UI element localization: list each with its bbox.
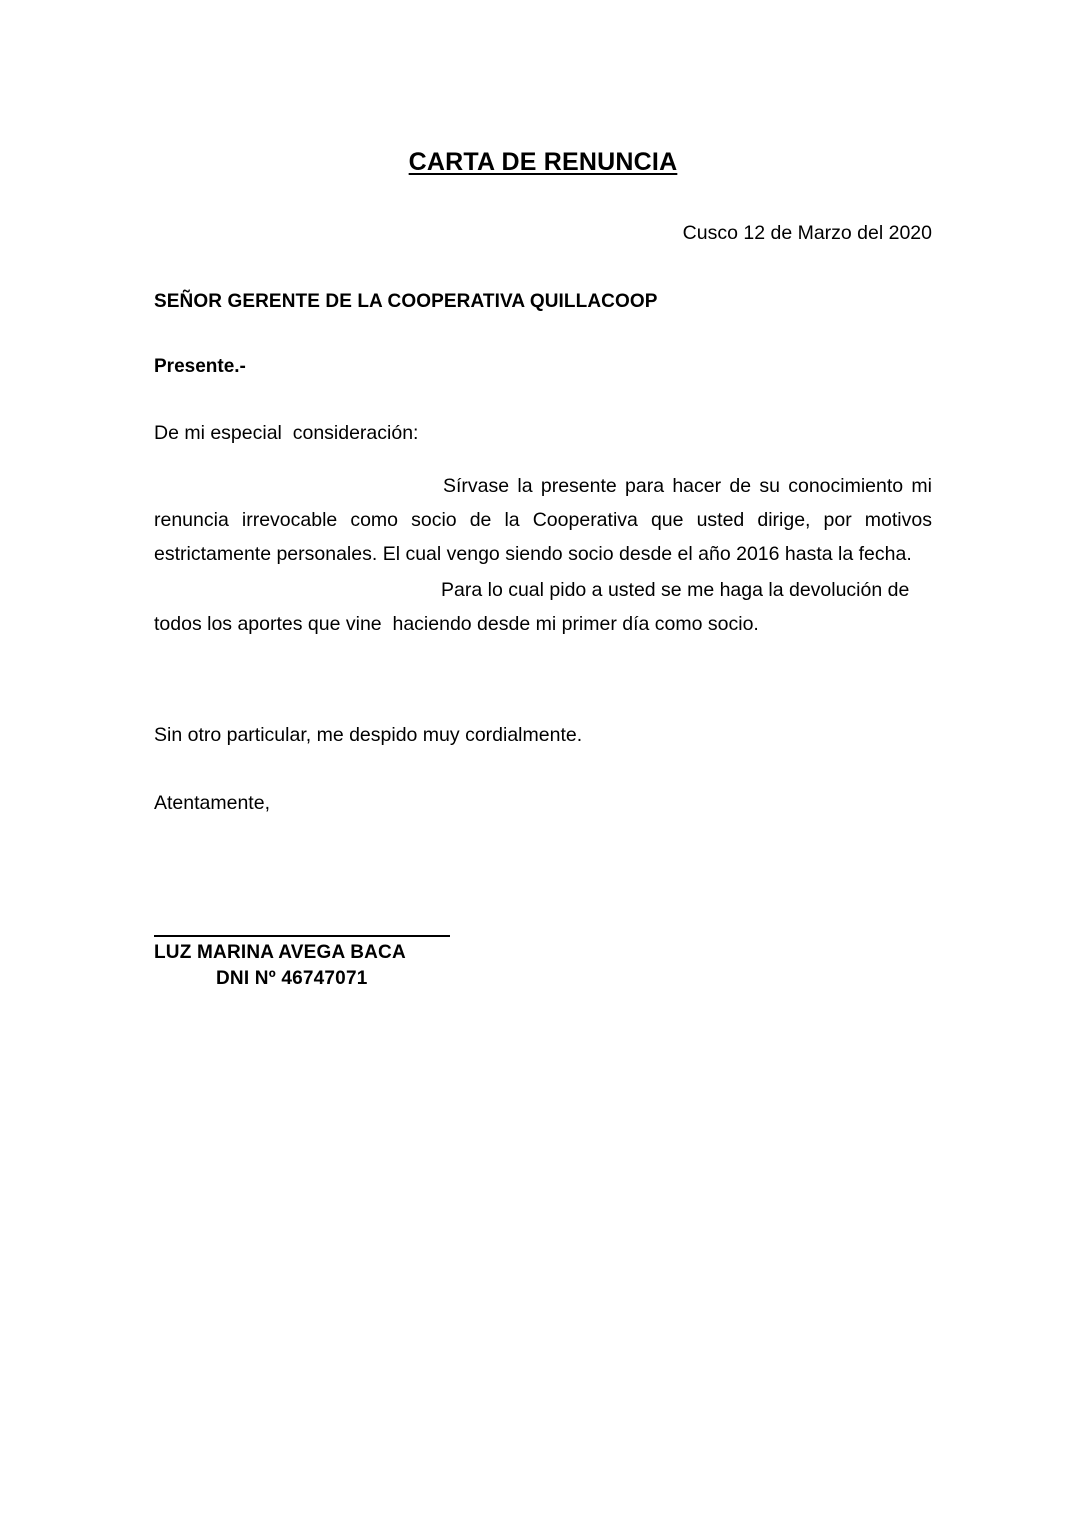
closing-line: Sin otro particular, me despido muy cordialmente. [154, 723, 583, 746]
body-paragraph-2: Para lo cual pido a usted se me haga la devolución de todos los aportes que vine haciendo desde mi primer día como socio. [154, 578, 915, 635]
signoff-line: Atentamente, [154, 792, 270, 815]
page-title-text: CARTA DE RENUNCIA [408, 148, 678, 176]
addressee-line: SEÑOR GERENTE DE LA COOPERATIVA QUILLACOOP [154, 291, 658, 313]
body-paragraph-1: Sírvase la presente para hacer de su conocimiento mi renuncia irrevocable como socio de la Cooperativa que usted dirige, por motivos estrictamente personales. El cual vengo siendo socio desde el año 2016 hasta la fecha. [154, 474, 938, 565]
document-body [154, 0, 938, 992]
date-line: Cusco 12 de Marzo del 2020 [682, 221, 932, 244]
page-title [154, 0, 932, 177]
signer-id-number: DNI Nº 46747071 [216, 968, 368, 990]
salutation-line: Presente.- [154, 355, 246, 377]
greeting-line: De mi especial consideración: [154, 422, 419, 445]
signer-name: LUZ MARINA AVEGA BACA [154, 941, 406, 963]
signature-block [154, 817, 932, 992]
